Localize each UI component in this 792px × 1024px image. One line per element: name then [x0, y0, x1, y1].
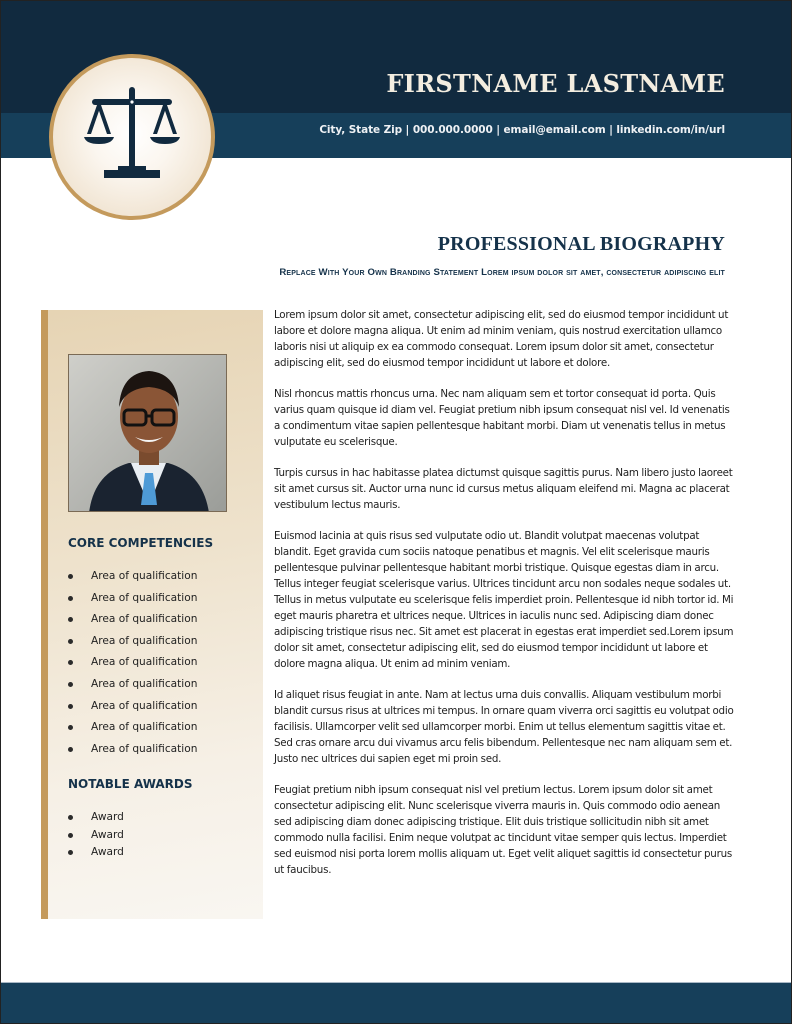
- bullet-icon: [68, 574, 73, 579]
- competencies-list: [68, 570, 197, 764]
- competency-label: Area of qualification: [91, 742, 198, 755]
- sidebar-accent-bar: [41, 310, 48, 919]
- body-paragraph: Lorem ipsum dolor sit amet, consectetur adipiscing elit, sed do eiusmod tempor incididunt ut labore et dolore magna aliqua. Ut enim ad minim veniam, quis nostrud exercitation ullamco laboris nisi ut aliquip ex ea commodo consequat. Lorem ipsum dolor sit amet, consectetur adipiscing elit, sed do eiusmod tempor incididunt ut labore et dolore.: [274, 309, 729, 369]
- award-label: Award: [91, 828, 124, 841]
- competency-item: [68, 656, 197, 678]
- body-paragraph: Turpis cursus in hac habitasse platea dictumst quisque sagittis purus. Nam libero justo laoreet sit amet cursus sit. Auctor urna nunc id cursus metus aliquam eleifend mi. Magna ac placerat vestibulum lectus mauris.: [274, 467, 733, 511]
- bullet-icon: [68, 682, 73, 687]
- award-item: [68, 846, 124, 864]
- bullet-icon: [68, 815, 73, 820]
- biography-body: [274, 307, 734, 893]
- competency-label: Area of qualification: [91, 656, 198, 669]
- bullet-icon: [68, 725, 73, 730]
- bullet-icon: [68, 850, 73, 855]
- award-label: Award: [91, 846, 124, 859]
- footer-band: [1, 982, 792, 1024]
- competency-label: Area of qualification: [91, 721, 198, 734]
- competency-label: Area of qualification: [91, 634, 198, 647]
- competency-label: Area of qualification: [91, 677, 198, 690]
- competency-label: Area of qualification: [91, 591, 198, 604]
- scales-of-justice-icon: [82, 82, 182, 187]
- core-competencies-heading: CORE COMPETENCIES: [68, 536, 214, 550]
- competency-item: [68, 721, 197, 743]
- body-paragraph: Nisl rhoncus mattis rhoncus urna. Nec nam aliquam sem et tortor consequat id porta. Quis varius quam quisque id diam vel. Feugiat pretium nibh ipsum consequat nisl vel. Id venenatis a condimentum vitae sapien pellentesque habitant morbi. Diam ut venenatis tellus in metus vulputate eu scelerisque.: [274, 388, 730, 448]
- competency-item: [68, 635, 197, 657]
- bullet-icon: [68, 660, 73, 665]
- award-item: [68, 829, 124, 847]
- page-title: PROFESSIONAL BIOGRAPHY: [437, 233, 725, 255]
- notable-awards-heading: NOTABLE AWARDS: [68, 777, 193, 791]
- award-label: Award: [91, 811, 124, 823]
- body-paragraph: Euismod lacinia at quis risus sed vulputate odio ut. Blandit volutpat maecenas volutpat blandit. Eget gravida cum sociis natoque penatibus et magnis. Vel elit scelerisque mauris pellentesque pulvinar pellentesque habitant morbi tristique. Quisque egestas diam in arcu. Tellus integer feugiat scelerisque varius. Ultrices tincidunt arcu non sodales neque sodales ut. Tellus in metus vulputate eu scelerisque felis imperdiet proin. Pellentesque id nibh tortor id. Mi eget mauris pharetra et ultrices neque. Ultrices in iaculis nunc sed. Adipiscing diam donec adipiscing tristique risus nec. Sit amet est placerat in egestas erat imperdiet sed.Lorem ipsum dolor sit amet, consectetur adipiscing elit, sed do eiusmod tempor incididunt ut labore et dolore magna aliqua. Ut enim ad minim veniam.: [274, 530, 734, 670]
- logo-badge: [49, 54, 215, 220]
- contact-line: City, State Zip | 000.000.0000 | email@email.com | linkedin.com/in/url: [319, 124, 725, 136]
- competency-item: [68, 592, 197, 614]
- competency-label: Area of qualification: [91, 613, 198, 626]
- competency-item: [68, 570, 197, 592]
- sidebar-panel: [48, 310, 263, 919]
- bullet-icon: [68, 833, 73, 838]
- bullet-icon: [68, 704, 73, 709]
- competency-label: Area of qualification: [91, 699, 198, 712]
- award-item: [68, 811, 124, 829]
- body-paragraph: Feugiat pretium nibh ipsum consequat nisl vel pretium lectus. Lorem ipsum dolor sit amet consectetur adipiscing elit. Nunc scelerisque viverra mauris in. Quis commodo odio aenean sed adipiscing diam donec adipiscing tristique. Elit duis tristique sollicitudin nibh sit amet commodo nulla facilisi. Enim neque volutpat ac tincidunt vitae semper quis lectus. Imperdiet sed euismod nisi porta lorem mollis aliquam ut. Eget velit aliquet sagittis id consectetur purus ut faucibus.: [274, 784, 732, 876]
- bullet-icon: [68, 747, 73, 752]
- bullet-icon: [68, 639, 73, 644]
- competency-item: [68, 613, 197, 635]
- competency-item: [68, 743, 197, 765]
- headshot-photo: [68, 354, 227, 512]
- competency-item: [68, 678, 197, 700]
- body-paragraph: Id aliquet risus feugiat in ante. Nam at lectus urna duis convallis. Aliquam vestibulum morbi blandit cursus risus at ultrices mi tempus. In ornare quam viverra orci sagittis eu volutpat odio facilisis. Ullamcorper velit sed ullamcorper morbi. Enim ut tellus elementum sagittis vitae et. Sed cras ornare arcu dui vivamus arcu felis bibendum. Pellentesque nec nam aliquam sem et. Justo nec ultrices dui sapien eget mi proin sed.: [274, 689, 734, 765]
- person-name: FIRSTNAME LASTNAME: [386, 69, 725, 98]
- bullet-icon: [68, 596, 73, 601]
- competency-label: Area of qualification: [91, 570, 198, 582]
- bullet-icon: [68, 617, 73, 622]
- branding-statement: Replace With Your Own Branding Statement Lorem ipsum dolor sit amet, consectetur adipiscing elit: [279, 267, 725, 278]
- competency-item: [68, 700, 197, 722]
- awards-list: [68, 811, 124, 864]
